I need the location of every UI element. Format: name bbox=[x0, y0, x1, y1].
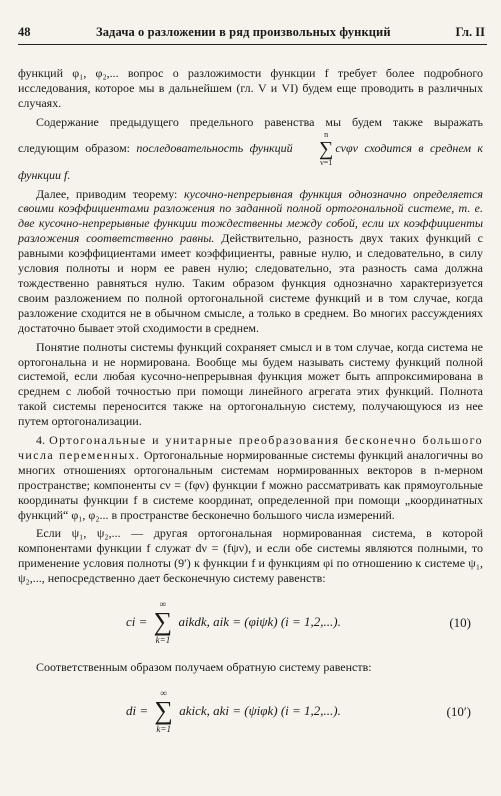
paragraph-2-italic-end: сходится в среднем к функции f. bbox=[18, 140, 484, 182]
section-number: 4. bbox=[36, 433, 45, 448]
sum-upper-limit: ∞ bbox=[160, 688, 167, 698]
paragraph-3-start: Далее, приводим теорему: bbox=[36, 186, 185, 201]
inline-sum-bottom: ν=1 bbox=[320, 157, 333, 167]
paragraph-2 bbox=[18, 115, 483, 183]
inline-sum-top: n bbox=[324, 129, 329, 139]
section-heading: Ортогональные и унитарные преобразования бесконечно большого числа переменных. bbox=[18, 433, 484, 462]
paragraph-3-rest: Действительно, разность двух таких функций с равными коэффициентами имеет коэффициенты, равные нулю, и следовательно, в силу условия полноты и норм ее равен нулю; следовательно, эта разность сама должна тождественно равняться нулю. Таким образом функция однозначно характеризуется своим разложением по полной ортогональной системе функций и в том случае, когда разложение сходится не в обычном смысле, а только в среднем. Во многих рассуждениях достаточно бывает этой сходимости в среднем. bbox=[18, 231, 483, 335]
paragraph-5-rest: Ортогональные нормированные системы функций аналогичны во многих отношениях ортогональным системам нормированных векторов в n-мерном пространстве; компоненты cν = (fφν) функции f можно рассматривать как прямоугольные координаты функции f в системе координат, определенной при помощи „координатных функций“ φ₁, φ₂... в пространстве бесконечно большого числа измерений. bbox=[18, 447, 483, 522]
chapter-label: Гл. II bbox=[455, 25, 485, 39]
equation-10-number: (10) bbox=[449, 615, 471, 631]
sum-lower-limit: k=1 bbox=[156, 724, 171, 734]
running-header bbox=[18, 24, 487, 45]
sum-lower-limit: k=1 bbox=[155, 635, 171, 646]
body-text bbox=[18, 66, 483, 749]
inline-sum-symbol: n ∑ ν=1 bbox=[301, 130, 333, 168]
paragraph-6: Если ψ₁, ψ₂,... — другая ортогональная нормированная система, в которой компонентами функции f служат dν = (fψν), и если обе системы являются полными, то применение условия полноты (9′) к функции f и функциям φi по отношению к системе ψ₁, ψ₂,..., непосредственно дает бесконечную систему равенств: bbox=[18, 526, 483, 586]
paragraph-2-italic: последовательность функций bbox=[136, 140, 293, 155]
paragraph-5 bbox=[18, 433, 483, 522]
sum-symbol: ∞ ∑ k=1 bbox=[154, 688, 173, 734]
paragraph-2-text: Содержание предыдущего предельного равенства мы будем также выражать следующим образом: bbox=[18, 114, 483, 155]
paragraph-3 bbox=[18, 187, 483, 336]
equation-10 bbox=[18, 592, 483, 656]
equation-10-prime-math bbox=[126, 687, 341, 735]
equation-10-body: aikdk, aik = (φiψk) (i = 1,2,...). bbox=[178, 613, 341, 629]
running-title: Задача о разложении в ряд произвольных функций bbox=[96, 25, 391, 39]
equation-10-prime-number: (10′) bbox=[446, 704, 471, 719]
equation-10-prime bbox=[18, 681, 483, 745]
equation-10-lhs: ci = bbox=[126, 613, 148, 629]
paragraph-7: Соответственным образом получаем обратную систему равенств: bbox=[36, 660, 372, 675]
sum-upper-limit: ∞ bbox=[159, 599, 167, 610]
equation-10-prime-lhs: di = bbox=[126, 702, 149, 718]
paragraph-4: Понятие полноты системы функций сохраняет смысл и в том случае, когда система не ортогональна и не нормирована. Вообще мы будем называть систему функций полной системой, если любая кусочно-непрерывная функция может быть аппроксимирована в среднем с любой точностью при помощи линейного агрегата этих функций. Полнота такой системы переносится также на ортогональную систему, получающуюся из нее путем ортогонализации. bbox=[18, 339, 483, 429]
page-number: 48 bbox=[18, 25, 31, 39]
equation-10-math bbox=[126, 598, 341, 646]
theorem-statement: кусочно-непрерывная функция однозначно определяется своими коэффициентами разложения по заданной полной ортогональной системе, т. е. две кусочно-непрерывные функции тождественны между собой, если их коэффициенты разложения соответственно равны. bbox=[18, 186, 483, 246]
equation-10-prime-body: akick, aki = (ψiφk) (i = 1,2,...). bbox=[179, 702, 341, 718]
sum-symbol: ∞ ∑ k=1 bbox=[153, 599, 173, 646]
paragraph-1: функций φ₁, φ₂,... вопрос о разложимости функции f требует более подробного исследования, которое мы в дальнейшем (гл. V и VI) будем еще проводить в различных случаях. bbox=[18, 66, 483, 110]
inline-sum-expression: cνφν bbox=[335, 140, 358, 155]
